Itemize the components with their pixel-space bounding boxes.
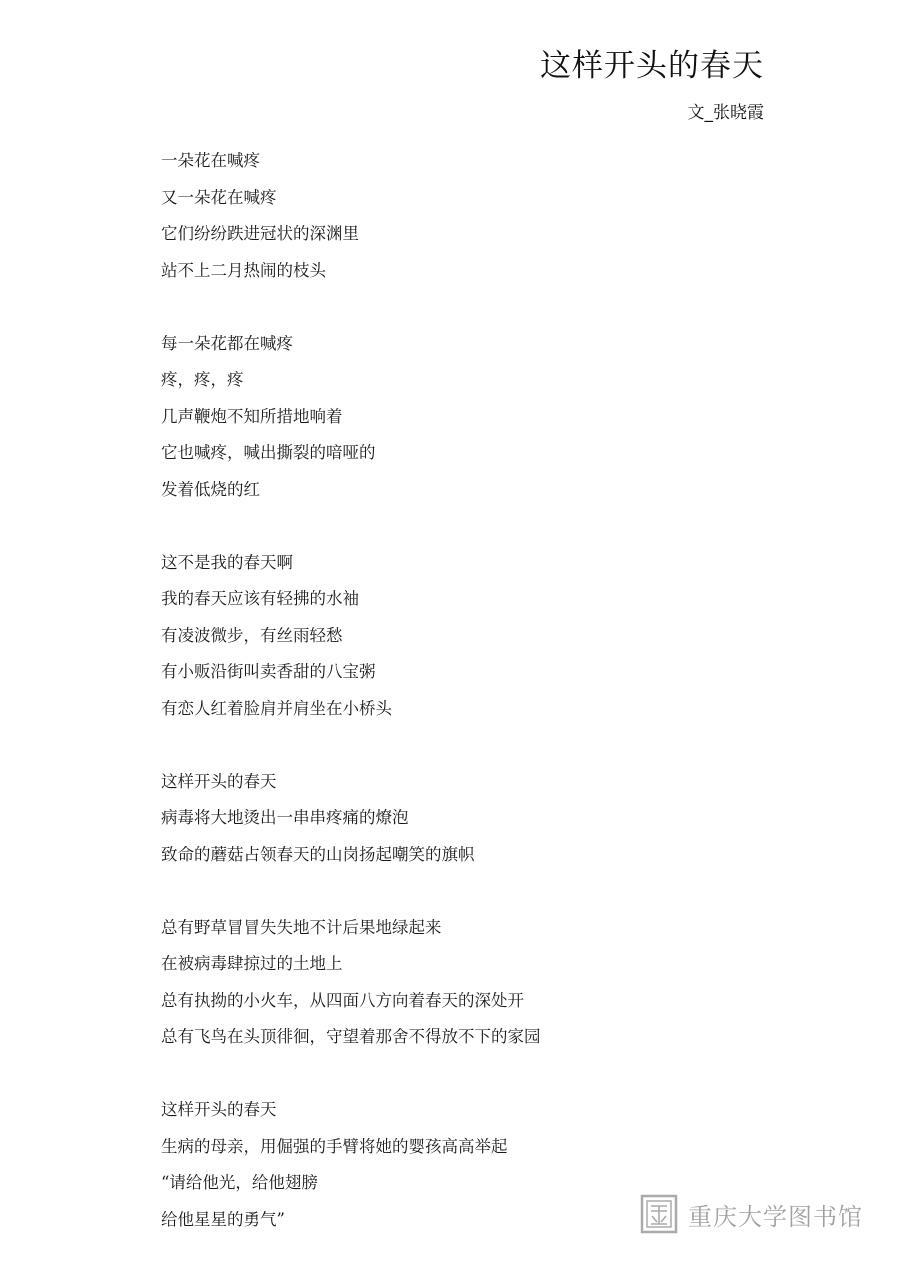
poem-title: 这样开头的春天 — [540, 48, 764, 84]
poem-line: 给他星星的勇气” — [161, 1209, 285, 1229]
poem-stanza — [161, 143, 781, 289]
poem-stanza — [161, 764, 781, 874]
poem-line: 有恋人红着脸肩并肩坐在小桥头 — [161, 698, 392, 718]
poem-line: 站不上二月热闹的枝头 — [161, 260, 326, 280]
poem-line: 我的春天应该有轻拂的水袖 — [161, 589, 359, 608]
poem-line: 致命的蘑菇占领春天的山岗扬起嘲笑的旗帜 — [161, 844, 475, 864]
poem-line: “请给他光，给他翅膀 — [161, 1173, 318, 1192]
poem-line: 每一朵花都在喊疼 — [161, 333, 293, 353]
poem-line: 又一朵花在喊疼 — [161, 187, 277, 207]
poem-line: 发着低烧的红 — [161, 479, 260, 499]
poem-body — [161, 143, 781, 1275]
poem-stanza — [161, 545, 781, 728]
poem-author: 文_张晓霞 — [687, 103, 764, 123]
poem-stanza — [161, 326, 781, 509]
poem-line: 它们纷纷跌进冠状的深渊里 — [161, 224, 359, 243]
poem-line: 总有野草冒冒失失地不计后果地绿起来 — [161, 917, 442, 937]
poem-line: 总有飞鸟在头顶徘徊，守望着那舍不得放不下的家园 — [161, 1027, 541, 1046]
library-seal-icon — [640, 1194, 678, 1234]
poem-line: 有凌波微步，有丝雨轻愁 — [161, 625, 343, 645]
library-watermark — [640, 1193, 870, 1235]
poem-line: 生病的母亲，用倔强的手臂将她的婴孩高高举起 — [161, 1136, 508, 1156]
poem-line: 病毒将大地烫出一串串疼痛的燎泡 — [161, 808, 409, 827]
poem-line: 一朵花在喊疼 — [161, 151, 260, 170]
poem-line: 在被病毒肆掠过的土地上 — [161, 954, 343, 973]
poem-line: 这样开头的春天 — [161, 771, 277, 791]
poem-line: 总有执拗的小火车，从四面八方向着春天的深处开 — [161, 990, 524, 1010]
poem-line: 几声鞭炮不知所措地响着 — [161, 406, 343, 426]
poem-stanza — [161, 910, 781, 1056]
watermark-text: 重庆大学图书馆 — [688, 1202, 863, 1231]
poem-line: 这样开头的春天 — [161, 1100, 277, 1119]
poem-line: 它也喊疼，喊出撕裂的喑哑的 — [161, 443, 376, 462]
poem-line: 这不是我的春天啊 — [161, 552, 293, 572]
poem-line: 有小贩沿街叫卖香甜的八宝粥 — [161, 662, 376, 681]
poem-line: 疼，疼，疼 — [161, 370, 244, 389]
